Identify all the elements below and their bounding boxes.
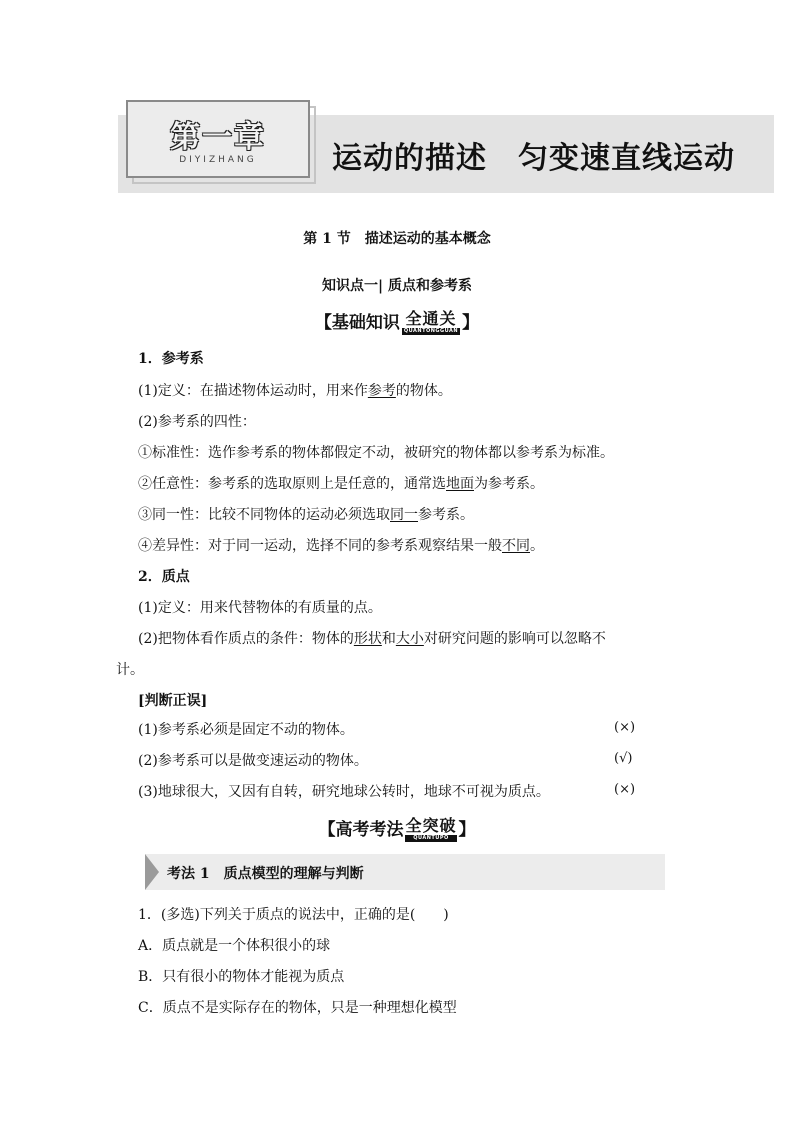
sec1-item-4	[138, 535, 544, 555]
sec1-item4-suffix: 。	[530, 538, 544, 554]
judge-item-2: (2)参考系可以是做变速运动的物体。	[138, 753, 368, 769]
exam-heading-left: 【高考考法	[318, 820, 404, 840]
sec1-item2-prefix: ②任意性：参考系的选取原则上是任意的，通常选	[138, 476, 446, 492]
sec1-item3-suffix: 参考系。	[418, 507, 474, 523]
sec1-item2-underline: 地面	[446, 476, 474, 492]
sec2-cond-and: 和	[381, 631, 396, 647]
sec2-cond-size: 大小	[395, 631, 424, 647]
judge-mark-2: (√)	[614, 751, 633, 766]
sec2-cond-prefix: (2)把物体看作质点的条件：物体的	[138, 631, 354, 647]
exam-tag-pinyin: QUANTUPO	[405, 835, 456, 842]
chapter-label: 第一章	[170, 120, 266, 155]
chapter-pinyin: DIYIZHANG	[179, 155, 257, 165]
judge-item-3: (3)地球很大，又因有自转，研究地球公转时，地球不可视为质点。	[138, 784, 550, 800]
judge-mark-3: (×)	[614, 782, 636, 797]
basics-tag-pinyin: QUANTONGGUAN	[403, 328, 459, 334]
sec2-condition-wrap: 计。	[116, 662, 144, 678]
exam-tag	[405, 818, 456, 842]
sec1-def-underline: 参考	[367, 383, 396, 399]
sec2-condition	[138, 628, 606, 648]
sec1-item4-underline: 不同	[502, 538, 530, 554]
basics-heading-right: 】	[462, 313, 480, 333]
judge-item-1: (1)参考系必须是固定不动的物体。	[138, 722, 354, 738]
question-stem: 1．(多选)下列关于质点的说法中，正确的是( )	[138, 907, 449, 923]
sec1-item3-underline: 同一	[390, 507, 418, 523]
basics-heading-left: 【基础知识	[314, 313, 400, 333]
sec1-item-3	[138, 504, 474, 524]
knowledge-point-title: 知识点一| 质点和参考系	[322, 278, 472, 294]
sec1-item4-prefix: ④差异性：对于同一运动，选择不同的参考系观察结果一般	[138, 538, 502, 554]
sec1-title: 1．参考系	[138, 351, 204, 367]
question-option-b: B．只有很小的物体才能视为质点	[138, 969, 345, 985]
sec1-definition	[138, 380, 452, 400]
exam-heading	[0, 815, 794, 842]
sec1-def-suffix: 的物体。	[395, 383, 452, 399]
sec1-item3-prefix: ③同一性：比较不同物体的运动必须选取	[138, 507, 390, 523]
exam-heading-right: 】	[458, 820, 476, 840]
method-label: 考法 1 质点模型的理解与判断	[167, 866, 364, 882]
basics-tag-text: 全通关	[405, 309, 457, 328]
method-arrow-icon	[145, 854, 159, 890]
sec1-item-1: ①标准性：选作参考系的物体都假定不动，被研究的物体都以参考系为标准。	[138, 445, 614, 461]
basics-heading	[0, 308, 794, 335]
sec2-cond-shape: 形状	[353, 631, 382, 647]
basics-tag	[402, 311, 460, 335]
question-option-c: C．质点不是实际存在的物体，只是一种理想化模型	[138, 1000, 457, 1016]
section-title: 第 1 节 描述运动的基本概念	[303, 231, 491, 247]
sec1-def-prefix: (1)定义：在描述物体运动时，用来作	[138, 383, 368, 399]
judge-mark-1: (×)	[614, 720, 636, 735]
exam-tag-text: 全突破	[405, 816, 457, 835]
sec2-title: 2．质点	[138, 569, 190, 585]
sec1-item2-suffix: 为参考系。	[474, 476, 544, 492]
sec1-item-2	[138, 473, 544, 493]
sec2-definition: (1)定义：用来代替物体的有质量的点。	[138, 600, 382, 616]
question-option-a: A．质点就是一个体积很小的球	[138, 938, 331, 954]
judge-title: [判断正误]	[138, 693, 208, 709]
sec2-cond-suffix: 对研究问题的影响可以忽略不	[423, 631, 606, 647]
chapter-title: 运动的描述 匀变速直线运动	[332, 141, 735, 176]
sec1-four-title: (2)参考系的四性：	[138, 414, 256, 430]
